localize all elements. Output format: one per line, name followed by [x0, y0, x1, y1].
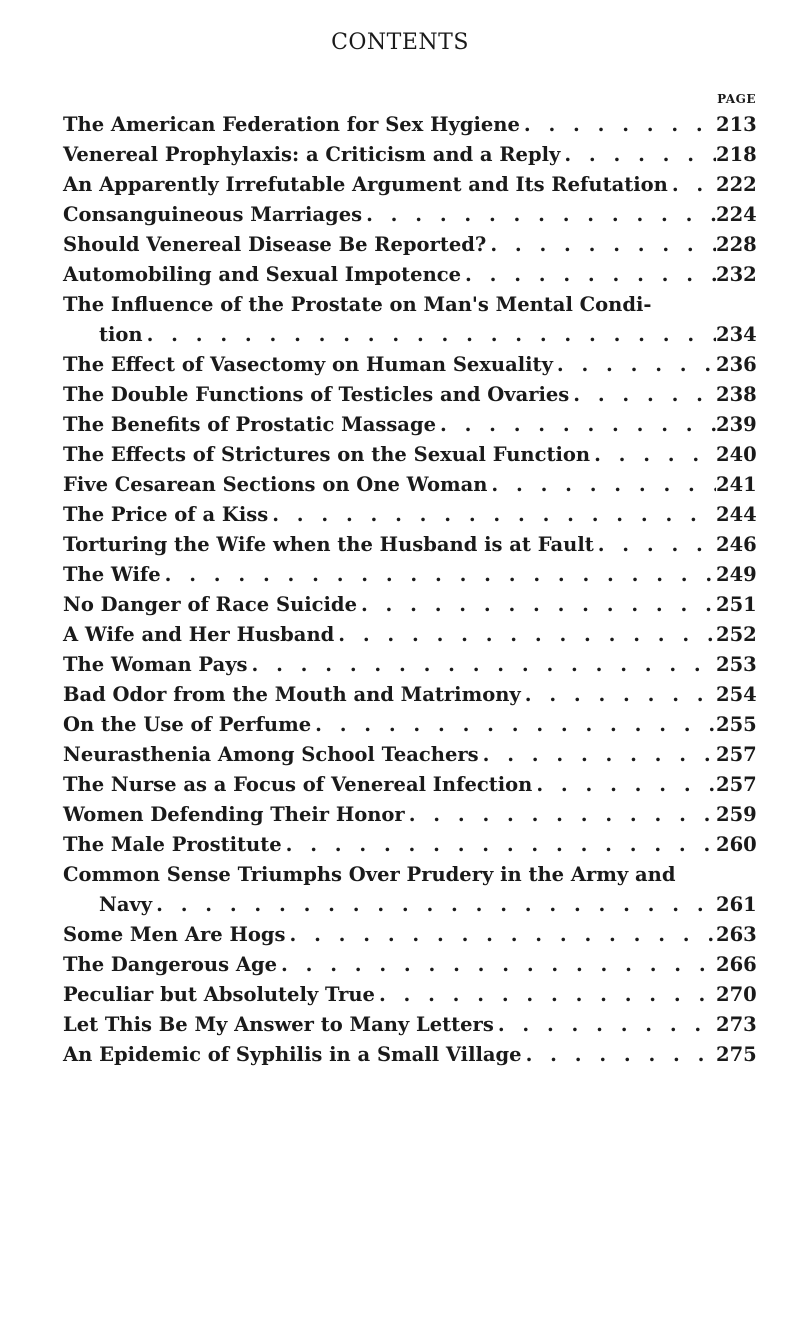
toc-entry-title: The Nurse as a Focus of Venereal Infection: [63, 773, 533, 796]
toc-entry-title: No Danger of Race Suicide: [63, 593, 357, 616]
toc-entry-title: The Wife: [63, 563, 161, 586]
toc-entry: [63, 140, 756, 170]
toc-entry: [63, 920, 756, 950]
toc-entry-title: Let This Be My Answer to Many Letters: [63, 1013, 494, 1036]
dot-leader: [522, 1040, 716, 1070]
dot-leader: [479, 740, 716, 770]
toc-entry: [63, 440, 756, 470]
dot-leader: [486, 230, 716, 260]
toc-entry: [63, 620, 756, 650]
toc-entry-page-number: 261: [716, 893, 757, 916]
toc-entry: [63, 500, 756, 530]
toc-entry-title: Venereal Prophylaxis: a Criticism and a Reply: [63, 143, 561, 166]
toc-entry-page-number: 228: [716, 233, 757, 256]
toc-entry: [63, 740, 756, 770]
toc-entry-title: The Male Prostitute: [63, 833, 282, 856]
toc-entry-title: The Influence of the Prostate on Man's Mental Condi-: [63, 293, 652, 316]
dot-leader: [282, 830, 716, 860]
toc-entry-page-number: 218: [716, 143, 757, 166]
dot-leader: [143, 320, 716, 350]
dot-leader: [362, 200, 716, 230]
dot-leader: [553, 350, 716, 380]
toc-entry-page-number: 266: [716, 953, 757, 976]
toc-entry: [63, 680, 756, 710]
toc-entry-title: Common Sense Triumphs Over Prudery in the Army and: [63, 863, 676, 886]
toc-entry-title: The Double Functions of Testicles and Ovaries: [63, 383, 570, 406]
dot-leader: [268, 500, 716, 530]
toc-entry: [63, 1010, 756, 1040]
toc-entry: [63, 800, 756, 830]
toc-entry-page-number: 260: [716, 833, 757, 856]
toc-entry: [63, 830, 756, 860]
toc-entry: [63, 230, 756, 260]
toc-entry-page-number: 234: [716, 323, 757, 346]
toc-entry: [63, 980, 756, 1010]
toc-entry-page-number: 273: [716, 1013, 757, 1036]
toc-entry-page-number: 254: [716, 683, 757, 706]
toc-entry-title: Torturing the Wife when the Husband is at Fault: [63, 533, 594, 556]
toc-entry-page-number: 236: [716, 353, 757, 376]
toc-entry-title: Consanguineous Marriages: [63, 203, 363, 226]
toc-entry-title-continuation: tion: [99, 323, 143, 346]
dot-leader: [668, 170, 716, 200]
toc-entry: [63, 410, 756, 440]
toc-entry-page-number: 241: [716, 473, 757, 496]
toc-entry-page-number: 263: [716, 923, 757, 946]
toc-entry: [63, 1040, 756, 1070]
dot-leader: [560, 140, 716, 170]
toc-entry: [63, 770, 756, 800]
toc-entry: [63, 200, 756, 230]
toc-entry-page-number: 257: [716, 743, 757, 766]
toc-entry-title: Automobiling and Sexual Impotence: [63, 263, 462, 286]
toc-entry-title: Women Defending Their Honor: [63, 803, 405, 826]
toc-entry: [63, 710, 756, 740]
dot-leader: [248, 650, 716, 680]
toc-entry: [63, 590, 756, 620]
toc-entry: [63, 380, 756, 410]
toc-entry-page-number: 222: [716, 173, 757, 196]
dot-leader: [520, 110, 716, 140]
toc-entry-page-number: 213: [716, 113, 757, 136]
toc-entry: [63, 110, 756, 140]
toc-entry-page-number: 232: [716, 263, 757, 286]
dot-leader: [487, 470, 716, 500]
dot-leader: [161, 560, 716, 590]
toc-entry-title: The Price of a Kiss: [63, 503, 269, 526]
dot-leader: [590, 440, 716, 470]
toc-entry-page-number: 239: [716, 413, 757, 436]
dot-leader: [375, 980, 716, 1010]
toc-entry: [63, 950, 756, 980]
toc-entry-page-number: 251: [716, 593, 757, 616]
page-column-label: PAGE: [717, 92, 756, 106]
toc-entry-page-number: 238: [716, 383, 757, 406]
dot-leader: [494, 1010, 716, 1040]
toc-entry-title: Peculiar but Absolutely True: [63, 983, 375, 1006]
toc-entry: [63, 650, 756, 680]
dot-leader: [532, 770, 716, 800]
toc-entry-title-continuation: Navy: [99, 893, 153, 916]
toc-list: [63, 110, 756, 1070]
toc-entry-page-number: 240: [716, 443, 757, 466]
toc-entry: [63, 290, 756, 350]
toc-entry: [63, 350, 756, 380]
toc-entry-title: The Effects of Strictures on the Sexual Function: [63, 443, 591, 466]
toc-entry: [63, 470, 756, 500]
toc-entry-page-number: 270: [716, 983, 757, 1006]
toc-entry-title: Neurasthenia Among School Teachers: [63, 743, 479, 766]
toc-entry-page-number: 249: [716, 563, 757, 586]
toc-entry-page-number: 246: [716, 533, 757, 556]
toc-entry: [63, 260, 756, 290]
toc-entry-page-number: 275: [716, 1043, 757, 1066]
toc-entry: [63, 560, 756, 590]
toc-entry-page-number: 252: [716, 623, 757, 646]
dot-leader: [286, 920, 716, 950]
dot-leader: [277, 950, 716, 980]
toc-entry-title: The Effect of Vasectomy on Human Sexuality: [63, 353, 553, 376]
toc-entry: [63, 530, 756, 560]
toc-entry-page-number: 257: [716, 773, 757, 796]
toc-entry-title: An Epidemic of Syphilis in a Small Village: [63, 1043, 522, 1066]
toc-entry-title: On the Use of Perfume: [63, 713, 312, 736]
toc-entry-title: Five Cesarean Sections on One Woman: [63, 473, 488, 496]
dot-leader: [569, 380, 716, 410]
toc-entry-title: The Benefits of Prostatic Massage: [63, 413, 436, 436]
toc-entry-page-number: 255: [716, 713, 757, 736]
toc-entry-title: The Dangerous Age: [63, 953, 278, 976]
dot-leader: [461, 260, 716, 290]
toc-entry-page-number: 253: [716, 653, 757, 676]
dot-leader: [436, 410, 716, 440]
dot-leader: [311, 710, 716, 740]
dot-leader: [594, 530, 716, 560]
toc-entry-page-number: 244: [716, 503, 757, 526]
toc-entry: [63, 860, 756, 920]
dot-leader: [405, 800, 716, 830]
toc-entry-page-number: 259: [716, 803, 757, 826]
dot-leader: [152, 890, 716, 920]
toc-entry-title: The Woman Pays: [63, 653, 248, 676]
toc-entry-title: An Apparently Irrefutable Argument and Its Refutation: [63, 173, 668, 196]
toc-entry: [63, 170, 756, 200]
page-title: CONTENTS: [331, 30, 469, 55]
dot-leader: [334, 620, 716, 650]
dot-leader: [357, 590, 716, 620]
toc-entry-title: Some Men Are Hogs: [63, 923, 286, 946]
dot-leader: [521, 680, 716, 710]
toc-entry-title: Should Venereal Disease Be Reported?: [63, 233, 487, 256]
toc-entry-page-number: 224: [716, 203, 757, 226]
toc-entry-title: Bad Odor from the Mouth and Matrimony: [63, 683, 521, 706]
toc-entry-title: A Wife and Her Husband: [63, 623, 335, 646]
toc-entry-title: The American Federation for Sex Hygiene: [63, 113, 520, 136]
